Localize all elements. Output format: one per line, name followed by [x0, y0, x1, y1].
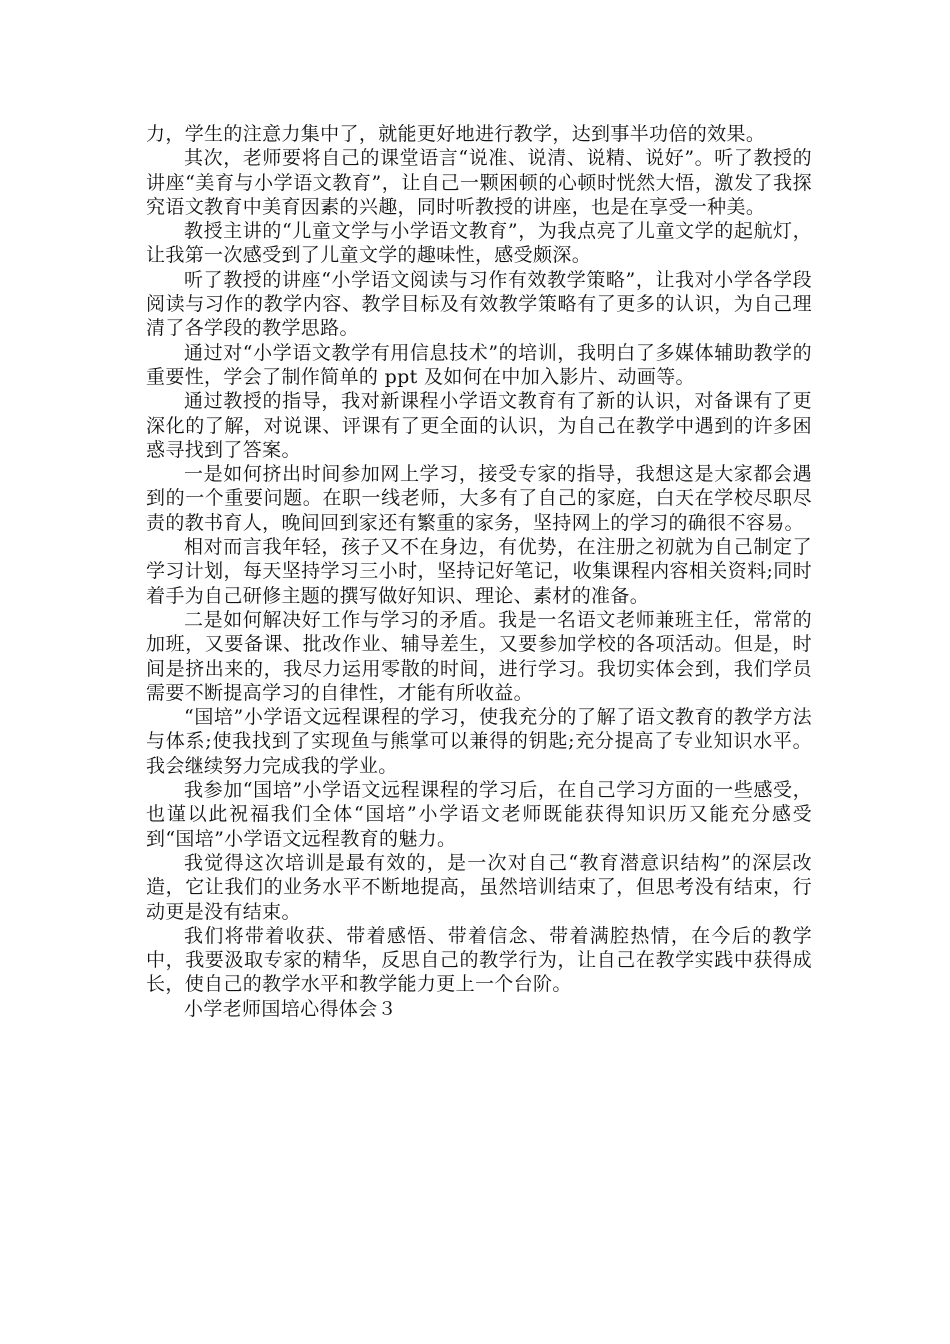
- paragraph-classroom-language: 其次，老师要将自己的课堂语言“说准、说清、说精、说好”。听了教授的讲座“美育与小学语文教育”，让自己一颗困顿的心顿时恍然大悟，激发了我探究语文教育中美育因素的兴趣，同时听教授的讲座，也是在享受一种美。: [146, 147, 812, 218]
- section-heading: 小学老师国培心得体会３: [184, 997, 397, 1020]
- paragraph-continuation: 力，学生的注意力集中了，就能更好地进行教学，达到事半功倍的效果。: [146, 123, 766, 145]
- paragraph-time-challenge: 一是如何挤出时间参加网上学习，接受专家的指导，我想这是大家都会遇到的一个重要问题。在职一线老师，大多有了自己的家庭，白天在学校尽职尽责的教书育人，晚间回到家还有繁重的家务，坚持网上的学习的确很不容易。: [146, 463, 812, 534]
- paragraph-participation-feelings: 我参加“国培”小学语文远程课程的学习后，在自己学习方面的一些感受，也谨以此祝福我们全体“国培”小学语文老师既能获得知识历又能充分感受到“国培”小学语文远程教育的魅力。: [146, 779, 812, 850]
- paragraph-childrens-literature: 教授主讲的“儿童文学与小学语文教育”，为我点亮了儿童文学的起航灯，让我第一次感受到了儿童文学的趣味性，感受颇深。: [146, 220, 812, 267]
- paragraph-study-plan: 相对而言我年轻，孩子又不在身边，有优势，在注册之初就为自己制定了学习计划，每天坚持学习三小时，坚持记好笔记，收集课程内容相关资料;同时着手为自己研修主题的撰写做好知识、理论、素材的准备。: [146, 536, 812, 607]
- paragraph-work-study-balance: 二是如何解决好工作与学习的矛盾。我是一名语文老师兼班主任，常常的加班，又要备课、批改作业、辅导差生，又要参加学校的各项活动。但是，时间是挤出来的，我尽力运用零散的时间，进行学习。我切实体会到，我们学员需要不断提高学习的自律性，才能有所收益。: [146, 608, 812, 704]
- paragraph-training-effectiveness: 我觉得这次培训是最有效的，是一次对自己“教育潜意识结构”的深层改造，它让我们的业务水平不断地提高，虽然培训结束了，但思考没有结束，行动更是没有结束。: [146, 851, 812, 923]
- paragraph-future-teaching: 我们将带着收获、带着感悟、带着信念、带着满腔热情，在今后的教学中，我要汲取专家的精华，反思自己的教学行为，让自己在教学实践中获得成长，使自己的教学水平和教学能力更上一个台阶。: [146, 924, 812, 996]
- document-body: [146, 122, 812, 1021]
- paragraph-professor-guidance: 通过教授的指导，我对新课程小学语文教育有了新的认识，对备课有了更深化的了解，对说课、评课有了更全面的认识，为自己在教学中遇到的许多困惑寻找到了答案。: [146, 390, 812, 461]
- paragraph-national-training-course: “国培”小学语文远程课程的学习，使我充分的了解了语文教育的教学方法与体系;使我找到了实现鱼与熊掌可以兼得的钥匙;充分提高了专业知识水平。我会继续努力完成我的学业。: [146, 706, 812, 777]
- paragraph-reading-writing-strategy: 听了教授的讲座“小学语文阅读与习作有效教学策略”，让我对小学各学段阅读与习作的教学内容、教学目标及有效教学策略有了更多的认识，为自己理清了各学段的教学思路。: [146, 268, 812, 340]
- paragraph-information-technology: 通过对“小学语文教学有用信息技术”的培训，我明白了多媒体辅助教学的重要性，学会了制作简单的 ppt 及如何在中加入影片、动画等。: [146, 341, 812, 388]
